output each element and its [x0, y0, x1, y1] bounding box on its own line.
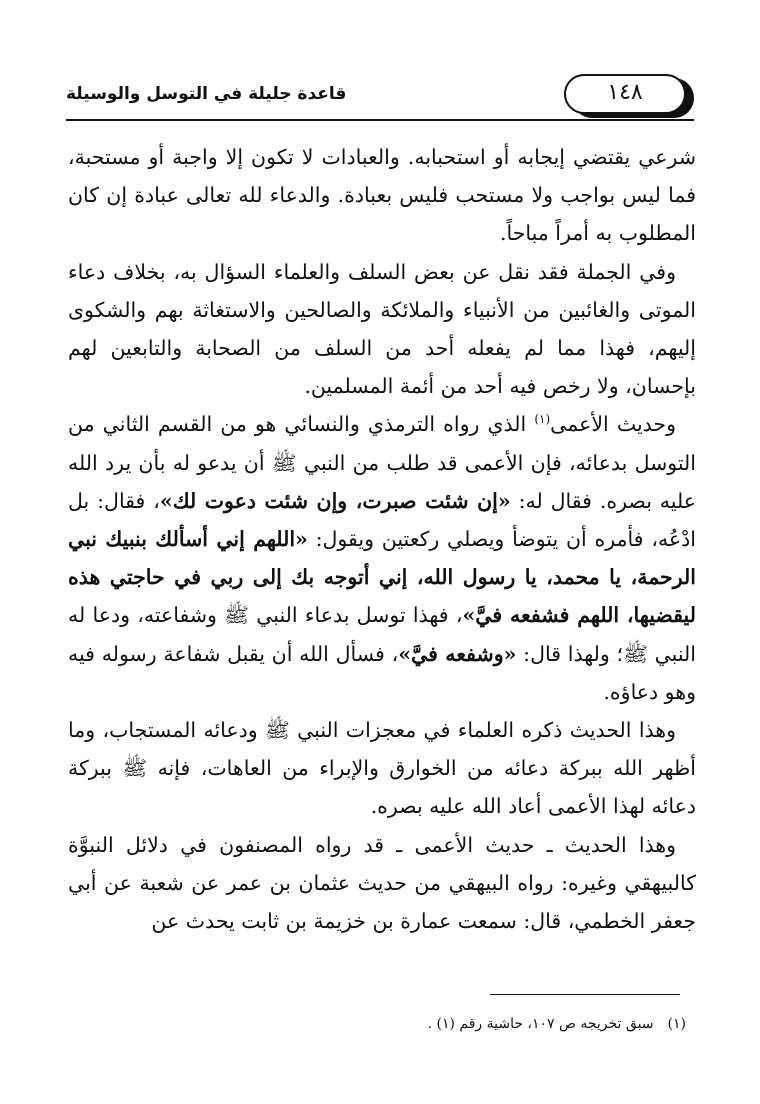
- hadith-quote-3: «وشفعه فيَّ»: [398, 641, 517, 666]
- paragraph-3-text-a: وحديث الأعمى: [550, 412, 676, 437]
- paragraph-1: شرعي يقتضي إيجابه أو استحبابه. والعبادات لا تكون إلا واجبة أو مستحبة، فما ليس بواجب ولا مستحب فليس بعبادة. والدعاء لله تعالى عبادة إن كان المطلوب به أمراً مباحاً.: [68, 145, 696, 246]
- paragraph-3-text-e: ، فسأل الله أن يقبل شفاعة رسوله فيه وهو دعاؤه.: [68, 641, 696, 704]
- footnote-marker: (١): [667, 1016, 686, 1032]
- paragraph-3-text-c: ، فقال: بل ادْعُه، فأمره أن يتوضأ ويصلي ركعتين ويقول:: [68, 488, 696, 552]
- running-title: قاعدة جليلة في التوسل والوسيلة: [66, 84, 347, 104]
- page-number: ١٤٨: [607, 80, 643, 105]
- paragraph-5: وهذا الحديث ـ حديث الأعمى ـ قد رواه المصنفون في دلائل النبوَّة كالبيهقي وغيره: رواه البيهقي من حديث عثمان بن عمر عن شعبة عن أبي جعفر الخطمي، قال: سمعت عمارة بن خزيمة بن ثابت يحدث عن: [68, 832, 696, 934]
- paragraph-2: وفي الجملة فقد نقل عن بعض السلف والعلماء السؤال به، بخلاف دعاء الموتى والغائبين من الأنبياء والملائكة والصالحين والاستغاثة بهم والشكوى إليهم، فهذا مما لم يفعله أحد من السلف من الصحابة والتابعين لهم بإحسان، ولا رخص فيه أحد من أئمة المسلمين.: [68, 259, 696, 399]
- footnote-text: سبق تخريجه ص ١٠٧، حاشية رقم (١) .: [427, 1016, 654, 1032]
- page-header: [66, 70, 694, 126]
- page-number-frame: [564, 74, 686, 114]
- paragraph-3: [68, 405, 696, 711]
- header-rule: [66, 119, 694, 121]
- paragraph-3-text-d: ، فهذا توسل بدعاء النبي ﷺ وشفاعته، ودعا له النبي ﷺ؛ ولهذا قال:: [68, 603, 696, 666]
- footnote: [68, 1012, 686, 1036]
- hadith-quote-1: «إن شئت صبرت، وإن شئت دعوت لك»: [159, 488, 511, 513]
- paragraph-3-text-b: الذي رواه الترمذي والنسائي هو من القسم الثاني من التوسل بدعائه، فإن الأعمى قد طلب من النبي ﷺ أن يدعو له بأن يرد الله عليه بصره. فقال له:: [68, 412, 696, 513]
- main-text: [68, 138, 696, 940]
- hadith-quote-2: «اللهم إني أسألك بنبيك نبي الرحمة، يا محمد، يا رسول الله، إني أتوجه بك إلى ربي في حاجتي هذه ليقضيها، اللهم فشفعه فيَّ»: [68, 527, 696, 628]
- footnote-reference[interactable]: (١): [534, 412, 551, 427]
- footnote-separator: [490, 994, 680, 995]
- paragraph-4: وهذا الحديث ذكره العلماء في معجزات النبي ﷺ ودعائه المستجاب، وما أظهر الله ببركة دعائه من الخوارق والإبراء من العاهات، فإنه ﷺ ببركة دعائه لهذا الأعمى أعاد الله عليه بصره.: [68, 718, 696, 819]
